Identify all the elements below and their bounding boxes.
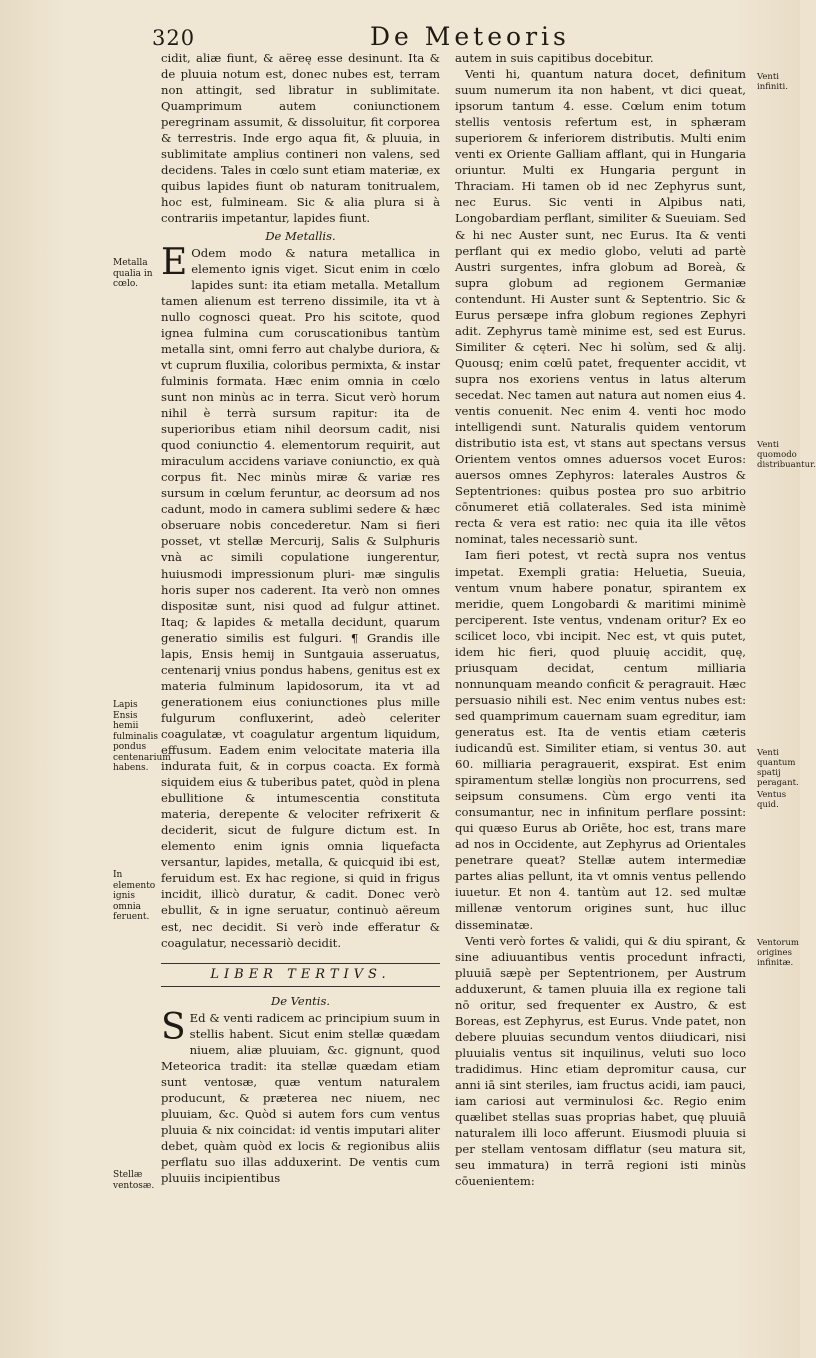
drop-cap-e: E (161, 241, 188, 283)
section-heading-metallis: De Metallis. (265, 228, 336, 243)
margin-note-ventus-quid: Ventus quid. (757, 790, 787, 810)
left-column (161, 50, 440, 1186)
book-heading: LIBER TERTIVS. (161, 963, 440, 987)
margin-note-lapis: Lapis Ensis hemii fulminalis pondus centenarium habens. (113, 700, 171, 773)
right-paragraph-2: Venti hi, quantum natura docet, definitum suum numerum ita non habent, vt dici queat, ipsorum tantum 4. esse. Cœlum enim totum stellis ventosis refertum est, in sphæram superiorem & inferiorem distributis. Multi enim venti ex Oriente Galliam afflant, qui in Hungaria oriuntur. Multi ex Hungaria pergunt in Thraciam. Hi tamen ob id nec Zephyrus sunt, nec Eurus. Sic venti in Alpibus nati, Longobardiam perflant, similiter & Sueuiam. Sed & hi nec Auster sunt, nec Eurus. Ita & venti perflant qui ex medio globo, veluti ad partè Austri surgentes, infra globum ad Boreà, & supra globum ad regionem Germaniæ contendunt. Hi Auster sunt & Septentrio. Sic & Eurus persæpe infra globum regiones Zephyri adit. Zephyrus tamè minime est, sed est Eurus. Similiter & cęteri. Nec hi solùm, sed & alij. Quousq; enim cœlū patet, frequenter accidit, vt supra nos exoriens ventus in latus alterum secedat. Nec tamen aut natura aut nomen eius 4. ventis conuenit. Nec enim 4. venti hoc modo intelligendi sunt. Naturalis quidem ventorum distributio ista est, vt stans aut spectans versus Orientem ventos omnes aduersos vocet Euros: auersos omnes Zephyros: laterales Austros & Septentriones: quibus postea pro suo arbitrio cōnumeret etiā collaterales. Sed ista minimè recta & vera est ratio: nec quia ita ille vētos nominat, tales necessariò sunt. (455, 67, 746, 547)
margin-note-venti-quomodo: Venti quomodo distribuantur. (757, 440, 816, 470)
page-number: 320 (152, 26, 196, 50)
left-paragraph-3 (161, 1006, 440, 1187)
margin-note-stellae: Stellæ ventosæ. (113, 1170, 155, 1191)
right-paragraph-4: Venti verò fortes & validi, qui & diu spirant, & sine adiuuantibus ventis procedunt infracti, pluuiā sæpè per Septentrionem, per Austrum adduxerunt, & tamen pluuia illa ex regione tali nō oritur, sed frequenter ex Austro, & est Boreas, est Zephyrus, est Eurus. Vnde patet, non debere pluuias secundum ventos diiudicari, nisi pluuialis ventus sit inquilinus, veluti suo loco tradidimus. Hinc etiam depromitur causa, cur anni iā sint steriles, iam fructus acidi, iam pauci, iam cariosi aut verminulosi &c. Regio enim quælibet stellas suas proprias habet, quę pluuiā naturalem illi loco afferunt. Eiusmodi pluuia si per stellam ventosam difflatur (seu matura sit, seu immatura) in terrā regioni isti minùs cōuenientem: (455, 933, 746, 1189)
section-heading-ventis: De Ventis. (271, 993, 330, 1008)
left-paragraph-2-text: Odem modo & natura metallica in elemento ignis viget. Sicut enim in cœlo lapides sunt: ita etiam metalla. Metallum tamen alienum est terreno dissimile, ita vt à nullo cognosci queat. Pro his scitote, quod ignea fulmina cum coruscationibus tantùm metalla sint, omni ferro aut chalybe duriora, & vt cuprum fluxilia, coloribus permixta, & instar fulminis formata. Hæc enim omnia in cœlo sunt non minùs ac in terra. Sicut verò horum nihil è terrà sursum rapitur: ita de superioribus etiam nihil deorsum cadit, nisi quod coniunctio 4. elementorum requirit, aut miraculum accidens variave coniunctio, ex quà corpus fit. Nec minùs miræ & variæ res sursum in cœlum feruntur, ac deorsum ad nos cadunt, modo in camera sublimi sedere & hæc obseruare nobis concederetur. Nam si fieri posset, vt stellæ Mercurij, Salis & Sulphuris vnà ac simili copulatione iungerentur, huiusmodi impressionum pluri- mæ singulis horis super nos caderent. Ita verò non omnes dispositæ sunt, nisi quod ad fulgur attinet. Itaq; & lapides & metalla decidunt, quarum generatio similis est fulguri. ¶ Grandis ille lapis, Ensis hemij in Suntgauia asseruatus, centenarij vnius pondus habens, genitus est ex materia fulminum lapidosorum, ita vt ad generationem eius coniunctiones plus mille fulgurum confluxerint, adeò celeriter coagulatæ, vt coagulatur argentum liquidum, effusum. Eadem enim velocitate materia illa indurata fuit, & in corpus coacta. Ex formà siquidem eius & tuberibus patet, quòd in plena ebullitione & intumescentia constituta materia, derepente & velociter refrixerit & deciderit, sicut de fulgure dictum est. In elemento enim ignis omnia liquefacta versantur, lapides, metalla, & quicquid ibi est, feruidum est. Ex hac regione, si quid in frigus incidit, illicò duratur, & cadit. Donec verò ebullit, & in igne seruatur, continuò aëreum est, nec decidit. Si verò inde efferatur & coagulatur, necessariò decidit. (161, 245, 440, 950)
right-paragraph-1: autem in suis capitibus docebitur. (455, 51, 654, 65)
left-paragraph-2 (161, 241, 440, 951)
drop-cap-s: S (161, 1006, 186, 1048)
margin-note-venti-infiniti: Venti infiniti. (757, 72, 788, 92)
margin-note-in-elemento: In elemento ignis omnia feruent. (113, 870, 156, 922)
margin-note-metalla: Metalla qualia in cœlo. (113, 258, 153, 289)
left-paragraph-3-text: Ed & venti radicem ac principium suum in stellis habent. Sicut enim stellæ quædam niuem, aliæ pluuiam, &c. gignunt, quod Meteorica tradit: ita stellæ quædam etiam sunt ventosæ, quæ ventum naturalem producunt, & præterea nec niuem, nec pluuiam, &c. Quòd si autem fors cum ventus pluuia & nix coincidat: id ventis imputari aliter debet, quàm quòd ex locis & regionibus aliis perflatu suo illas adduxerint. De ventis cum pluuiis incipientibus (161, 1010, 440, 1186)
margin-note-ventorum-origines: Ventorum origines infinitæ. (757, 938, 799, 968)
margin-note-venti-quantum: Venti quantum spatij peragant. (757, 748, 799, 788)
right-paragraph-3: Iam fieri potest, vt rectà supra nos ventus impetat. Exempli gratia: Heluetia, Sueuia, ventum vnum habere ponatur, spirantem ex meridie, quem Longobardi & maritimi minimè perciperent. Iste ventus, vndenam oritur? Ex eo scilicet loco, vbi incipit. Nec est, vt quis putet, idem hic fieri, quod pluuię accidit, quę, priusquam decidat, centum milliaria nonnunquam meando conficit & peragrauit. Hæc persuasio nihili est. Nec enim ventus nubes est: sed quamprimum cauernam suam egreditur, iam generatus est. Ita de ventis etiam cæteris iudicandū est. Similiter etiam, si ventus 30. aut 60. milliaria peragrauerit, exspirat. Est enim spiramentum stellæ longiùs non procurrens, sed seipsum consumens. Cùm ergo venti ita consumantur, nec in infinitum perflare possint: qui quæso Eurus ab Oriēte, hoc est, trans mare ad nos in Occidente, aut Zephyrus ad Orientales penetrare queat? Stellæ autem intermediæ partes alias pellunt, ita vt omnis ventus pellendo iuuetur. Et non 4. tantùm aut 12. sed multæ millenæ ventorum origines sunt, huc illuc disseminatæ. (455, 548, 746, 932)
left-paragraph-1: cidit, aliæ fiunt, & aëreę esse desinunt. Ita & de pluuia notum est, donec nubes est, terram non attingit, sed libratur in sublimitate. Quamprimum autem coniunctionem peregrinam assumit, & dissoluitur, fit corporea & terrestris. Inde ergo aqua fit, & pluuia, in sublimitate amplius contineri non valens, sed decidens. Tales in cœlo sunt etiam materiæ, ex quibus lapides fiunt ob naturam tonitrualem, hoc est, fulmineam. Sic & alia plura si à contrariis impetantur, lapides fiunt. (161, 51, 440, 226)
running-title: De Meteoris (370, 22, 570, 51)
right-column (455, 50, 746, 1189)
